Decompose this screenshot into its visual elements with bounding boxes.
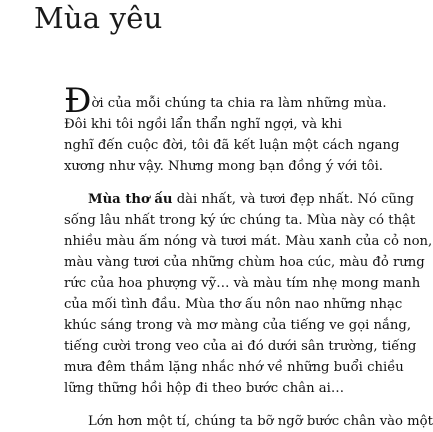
paragraph-2-line-6: của mối tình đầu. Mùa thơ ấu nôn nao những nhạc — [64, 297, 403, 312]
chapter-title: Mùa yêu — [34, 1, 163, 35]
paragraph-2-line-7: khúc sáng trong và mơ màng của tiếng ve gọi nắng, — [64, 318, 412, 333]
paragraph-1-line-3: nghĩ đến cuộc đời, tôi đã kết luận một cách ngang — [64, 138, 400, 153]
paragraph-2-line-1 — [64, 189, 414, 210]
paragraph-2-line-3: nhiều màu ấm nóng và tươi mát. Màu xanh của cỏ non, — [64, 234, 433, 249]
paragraph-1-line-1 — [64, 81, 400, 121]
paragraph-3-line-1: Lớn hơn một tí, chúng ta bỡ ngỡ bước chân vào một — [88, 414, 433, 429]
paragraph-2 — [64, 189, 433, 399]
paragraph-2-line-9: mưa đêm thầm lặng nhắc nhớ về những buổi chiều — [64, 360, 404, 375]
paragraph-3 — [64, 411, 433, 432]
paragraph-2-line-8: tiếng cười trong veo của ai đó dưới sân trường, tiếng — [64, 339, 417, 354]
paragraph-2-line-10: lững thững hồi hộp đi theo bước chân ai… — [64, 381, 345, 396]
paragraph-2-line-2: sống lâu nhất trong ký ức chúng ta. Mùa này có thật — [64, 213, 416, 228]
paragraph-1-line-1-text: ời của mỗi chúng ta chia ra làm những mùa. — [91, 96, 387, 111]
chapter-body — [64, 81, 433, 432]
paragraph-1-line-2: Đôi khi tôi ngồi lẩn thẩn nghĩ ngợi, và khi — [64, 117, 343, 132]
paragraph-1-line-4: xương như vậy. Nhưng mong bạn đồng ý với tôi. — [64, 159, 384, 174]
drop-cap: Đ — [64, 81, 92, 121]
paragraph-2-line-4: màu vàng tươi của những chùm hoa cúc, màu đỏ rưng — [64, 255, 425, 270]
paragraph-2-line-1-text: dài nhất, và tươi đẹp nhất. Nó cũng — [172, 192, 414, 207]
paragraph-2-line-5: rức của hoa phượng vỹ… và màu tím nhẹ mong manh — [64, 276, 421, 291]
paragraph-1 — [64, 81, 400, 177]
bold-lead-phrase: Mùa thơ ấu — [88, 192, 173, 207]
